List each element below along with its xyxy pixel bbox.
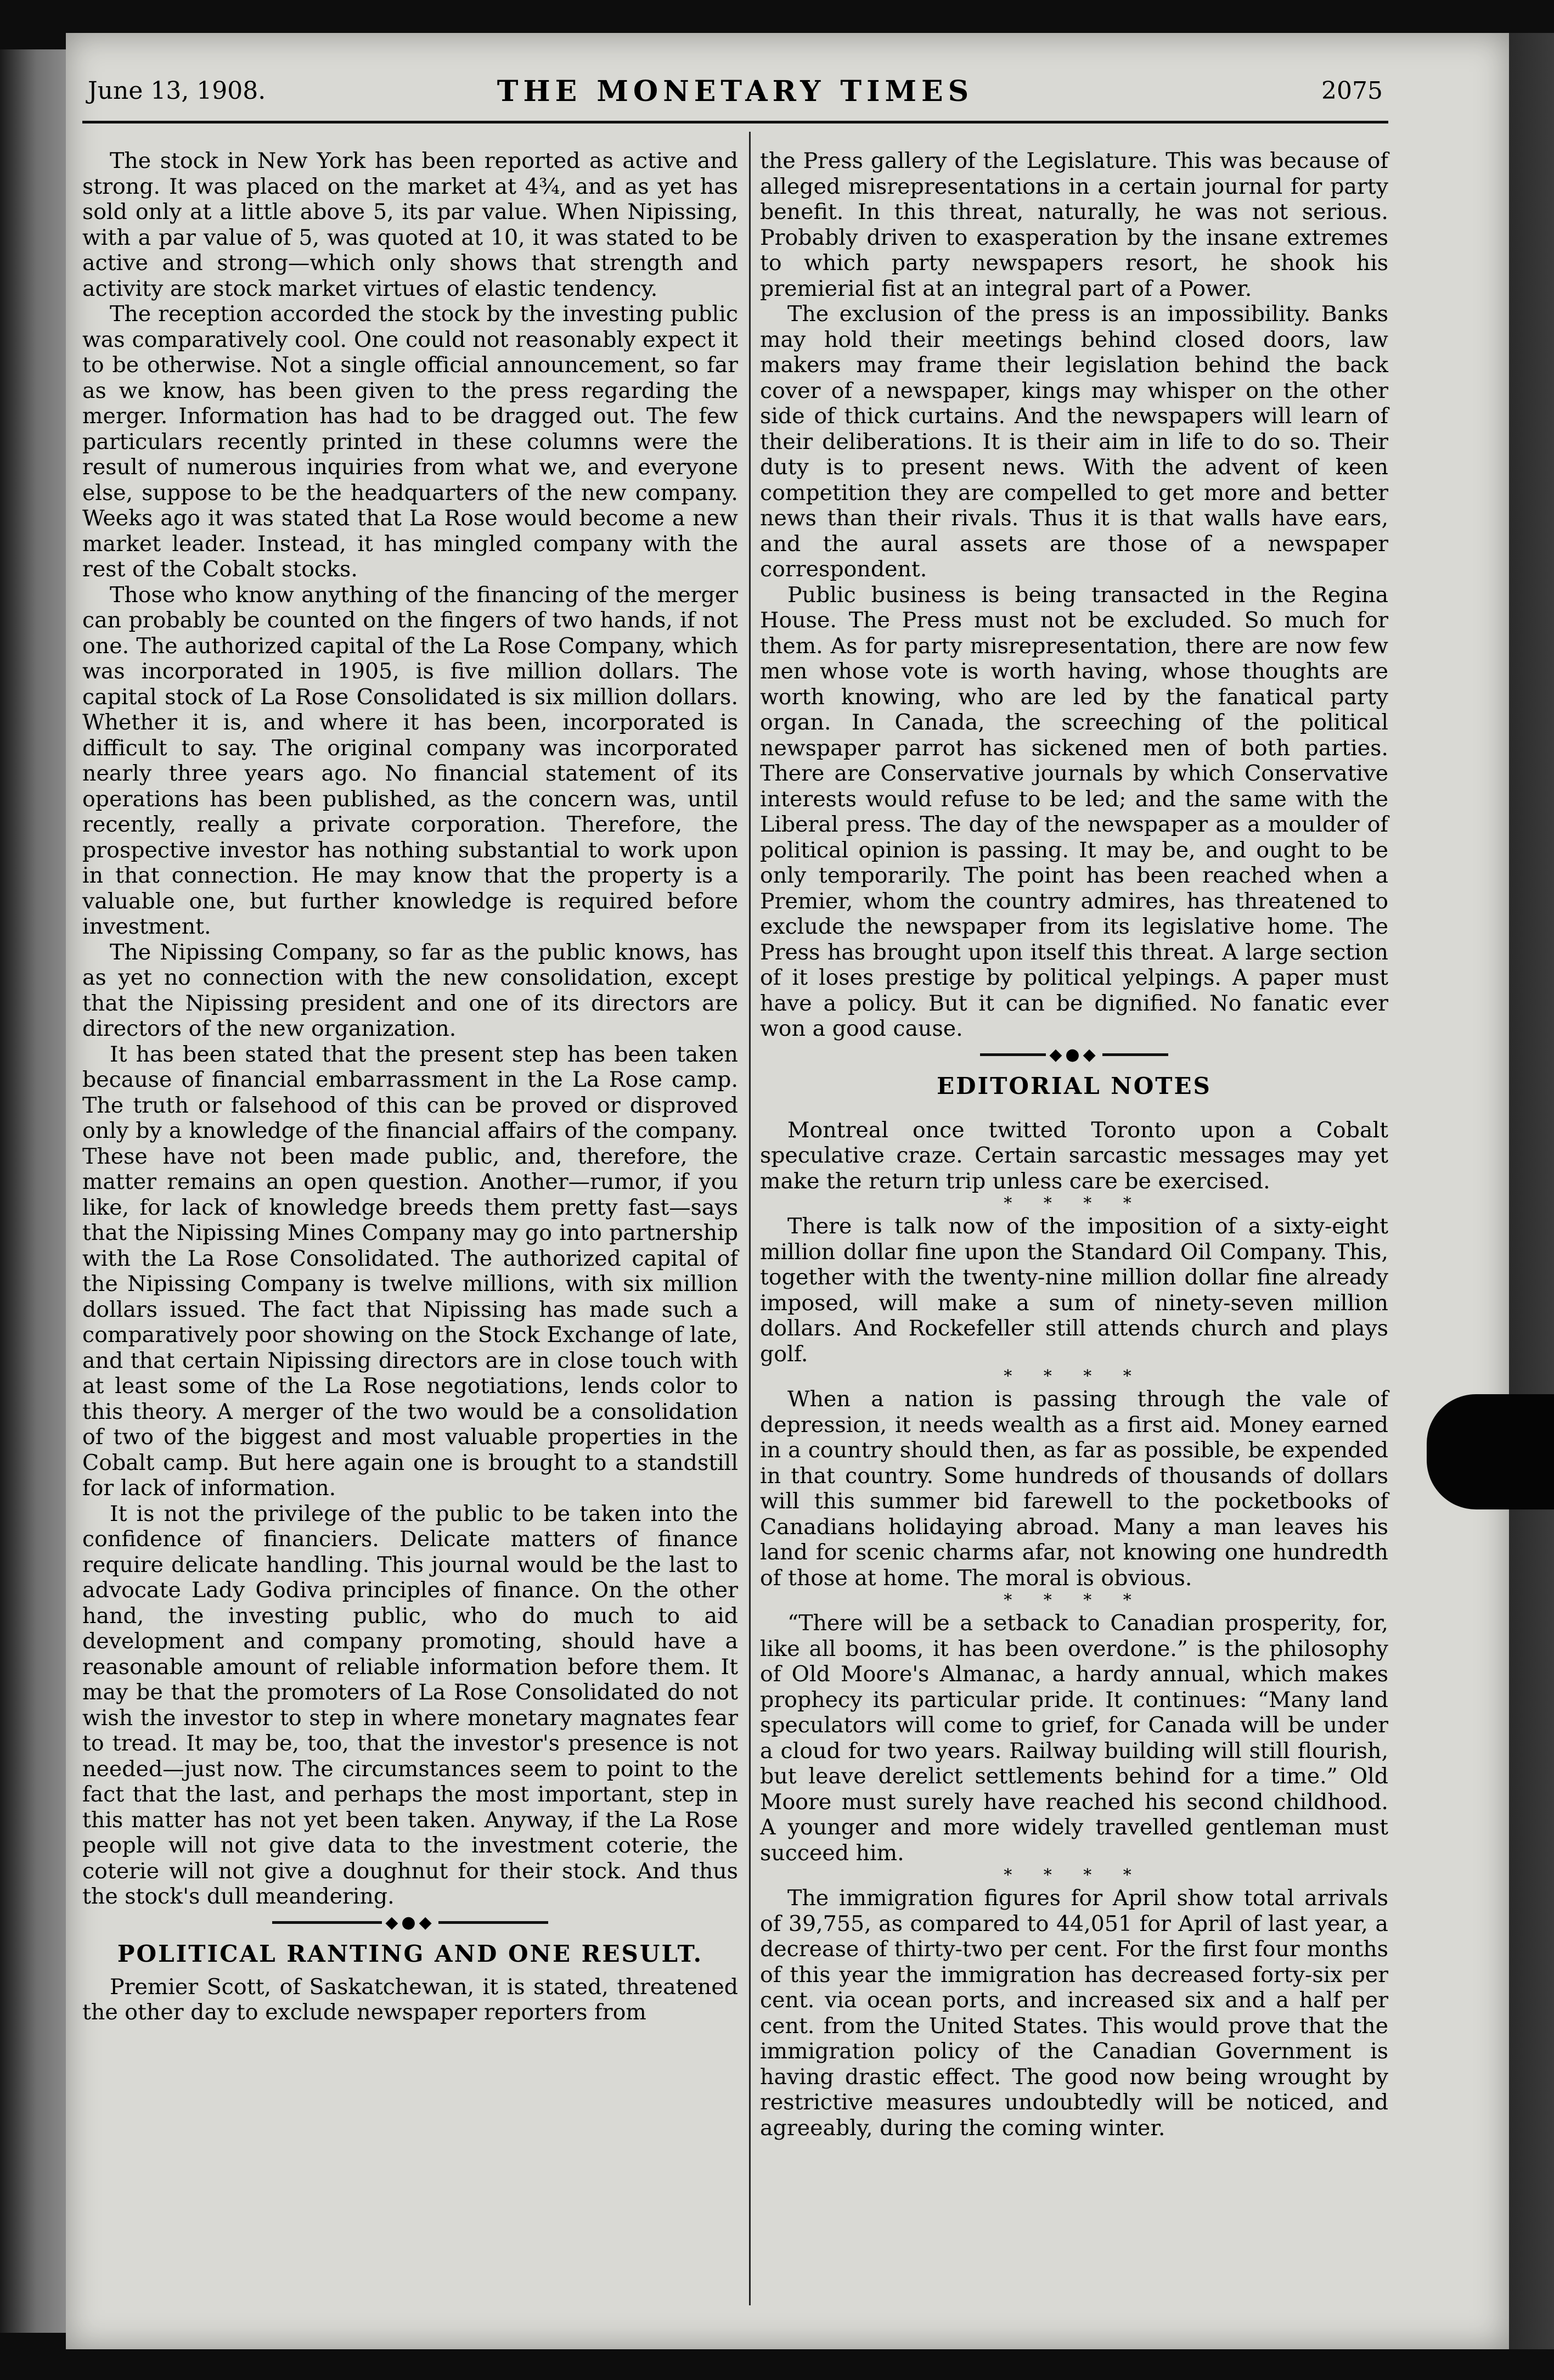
page-header: [88, 70, 1383, 120]
note-separator: * * * *: [1004, 1591, 1145, 1610]
right-column: [760, 148, 1388, 2141]
header-rule: [82, 121, 1388, 124]
article-paragraph: Premier Scott, of Saskatchewan, it is stated, threatened the other day to exclude newspaper reporters from: [82, 1974, 738, 2025]
page-binding-edge: [1509, 33, 1554, 2349]
article-paragraph: Public business is being transacted in the Regina House. The Press must not be excluded. So much for them. As for party misrepresentation, there are now few men whose vote is worth having, whose thoughts are worth knowing, who are led by the fanatical party organ. In Canada, the screeching of the political newspaper parrot has sickened men of both parties. There are Conservative journals by which Conservative interests would refuse to be led; and the same with the Liberal press. The day of the newspaper as a moulder of political opinion is passing. It may be, and ought to be only temporarily. The point has been reached when a Premier, whom the country admires, has threatened to exclude the newspaper from its legislative home. The Press has brought upon itself this threat. A large section of it loses prestige by political yelpings. A paper must have a policy. But it can be dignified. No fanatic ever won a good cause.: [760, 582, 1388, 1041]
article-continuation: the Press gallery of the Legislature. This was because of alleged misrepresentations in a certain journal for party benefit. In this threat, naturally, he was not serious. Probably driven to exasperation by the insane extremes to which party newspapers resort, he shook his premierial fist at an integral part of a Power.: [760, 148, 1388, 301]
left-column: [82, 148, 738, 2025]
note-separator: * * * *: [1004, 1194, 1145, 1213]
adjacent-page-edge: [0, 49, 66, 2333]
article-paragraph: The stock in New York has been reported as active and strong. It was placed on the market at 4¾, and as yet has sold only at a little above 5, its par value. When Nipissing, with a par value of 5, was quoted at 10, it was stated to be active and strong—which only shows that strength and activity are stock market virtues of elastic tendency.: [82, 148, 738, 301]
article-paragraph: The reception accorded the stock by the investing public was comparatively cool. One could not reasonably expect it to be otherwise. Not a single official announcement, so far as we know, has been given to the press regarding the merger. Information has had to be dragged out. The few particulars recently printed in these columns were the result of numerous inquiries from what we, and everyone else, suppose to be the headquarters of the new company. Weeks ago it was stated that La Rose would become a new market leader. Instead, it has mingled company with the rest of the Cobalt stocks.: [82, 301, 738, 582]
article-paragraph: Those who know anything of the financing of the merger can probably be counted on the fingers of two hands, if not one. The authorized capital of the La Rose Company, which was incorporated in 1905, is five million dollars. The capital stock of La Rose Consolidated is six million dollars. Whether it is, and where it has been, incorporated is difficult to say. The original company was incorporated nearly three years ago. No financial statement of its operations has been published, as the concern was, until recently, really a private corporation. Therefore, the prospective investor has nothing substantial to work upon in that connection. He may know that the property is a valuable one, but further knowledge is required before investment.: [82, 582, 738, 939]
note-separator: * * * *: [1004, 1866, 1145, 1885]
article-paragraph: It has been stated that the present step has been taken because of financial embarrassment in the La Rose camp. The truth or falsehood of this can be proved or disproved only by a knowledge of the financial affairs of the company. These have not been made public, and, therefore, the matter remains an open question. Another—rumor, if you like, for lack of knowledge breeds them pretty fast—says that the Nipissing Mines Company may go into partnership with the La Rose Consolidated. The authorized capital of the Nipissing Company is twelve millions, with six million dollars issued. The fact that Nipissing has made such a comparatively poor showing on the Stock Exchange of late, and that certain Nipissing directors are in close touch with at least some of the La Rose negotiations, lends color to this theory. A merger of the two would be a consolidation of two of the biggest and most valuable properties in the Cobalt camp. But here again one is brought to a standstill for lack of information.: [82, 1041, 738, 1501]
scanner-clip-shadow: [1427, 1394, 1554, 1509]
editorial-note: When a nation is passing through the vale of depression, it needs wealth as a first aid. Money earned in a country should then, as far as possible, be expended in that country. Some hundreds of thousands of dollars will this summer bid farewell to the pocketbooks of Canadians holidaying abroad. Many a man leaves his land for scenic charms afar, not knowing one hundredth of those at home. The moral is obvious.: [760, 1387, 1388, 1591]
editorial-note: “There will be a setback to Canadian prosperity, for, like all booms, it has been overdone.” is the philosophy of Old Moore's Almanac, a hardy annual, which makes prophecy its particular pride. It continues: “Many land speculators will come to grief, for Canada will be under a cloud for two years. Railway building will still flourish, but leave derelict settlements behind for a time.” Old Moore must surely have reached his second childhood. A younger and more widely travelled gentleman must succeed him.: [760, 1610, 1388, 1866]
section-ornament: ◆●◆: [82, 1910, 738, 1935]
article-paragraph: The exclusion of the press is an impossibility. Banks may hold their meetings behind closed doors, law makers may frame their legislation behind the back cover of a newspaper, kings may whisper on the other side of thick curtains. And the newspapers will learn of their deliberations. It is their aim in life to do so. Their duty is to present news. With the advent of keen competition they are compelled to get more and better news than their rivals. Thus it is that walls have ears, and the aural assets are those of a newspaper correspondent.: [760, 301, 1388, 582]
column-divider: [749, 132, 751, 2305]
editorial-note: There is talk now of the imposition of a sixty-eight million dollar fine upon the Standard Oil Company. This, together with the twenty-nine million dollar fine already imposed, will make a sum of ninety-seven million dollars. And Rockefeller still attends church and plays golf.: [760, 1214, 1388, 1367]
masthead-title: THE MONETARY TIMES: [497, 75, 974, 108]
editorial-note: Montreal once twitted Toronto upon a Cobalt speculative craze. Certain sarcastic messages may yet make the return trip unless care be exercised.: [760, 1117, 1388, 1194]
article-paragraph: It is not the privilege of the public to be taken into the confidence of financiers. Delicate matters of finance require delicate handling. This journal would be the last to advocate Lady Godiva principles of finance. On the other hand, the investing public, who do much to aid development and company promoting, should have a reasonable amount of reliable information before them. It may be that the promoters of La Rose Consolidated do not wish the investor to step in where monetary magnates fear to tread. It may be, too, that the investor's presence is not needed—just now. The circumstances seem to point to the fact that the last, and perhaps the most important, step in this matter has not yet been taken. Anyway, if the La Rose people will not give data to the investment coterie, the coterie will not give a doughnut for their stock. And thus the stock's dull meandering.: [82, 1501, 738, 1909]
issue-date: June 13, 1908.: [88, 77, 266, 105]
article-paragraph: The Nipissing Company, so far as the public knows, has as yet no connection with the new consolidation, except that the Nipissing president and one of its directors are directors of the new organization.: [82, 939, 738, 1041]
editorial-note: The immigration figures for April show total arrivals of 39,755, as compared to 44,051 for April of last year, a decrease of thirty-two per cent. For the first four months of this year the immigration has decreased forty-six per cent. via ocean ports, and increased six and a half per cent. from the United States. This would prove that the immigration policy of the Canadian Government is having drastic effect. The good now being wrought by restrictive measures undoubtedly will be noticed, and agreeably, during the coming winter.: [760, 1885, 1388, 2141]
article-heading: POLITICAL RANTING AND ONE RESULT.: [117, 1940, 703, 1967]
page-number: 2075: [1321, 77, 1383, 105]
note-separator: * * * *: [1004, 1367, 1145, 1386]
section-heading: EDITORIAL NOTES: [937, 1072, 1212, 1099]
section-ornament: ◆●◆: [760, 1042, 1388, 1067]
